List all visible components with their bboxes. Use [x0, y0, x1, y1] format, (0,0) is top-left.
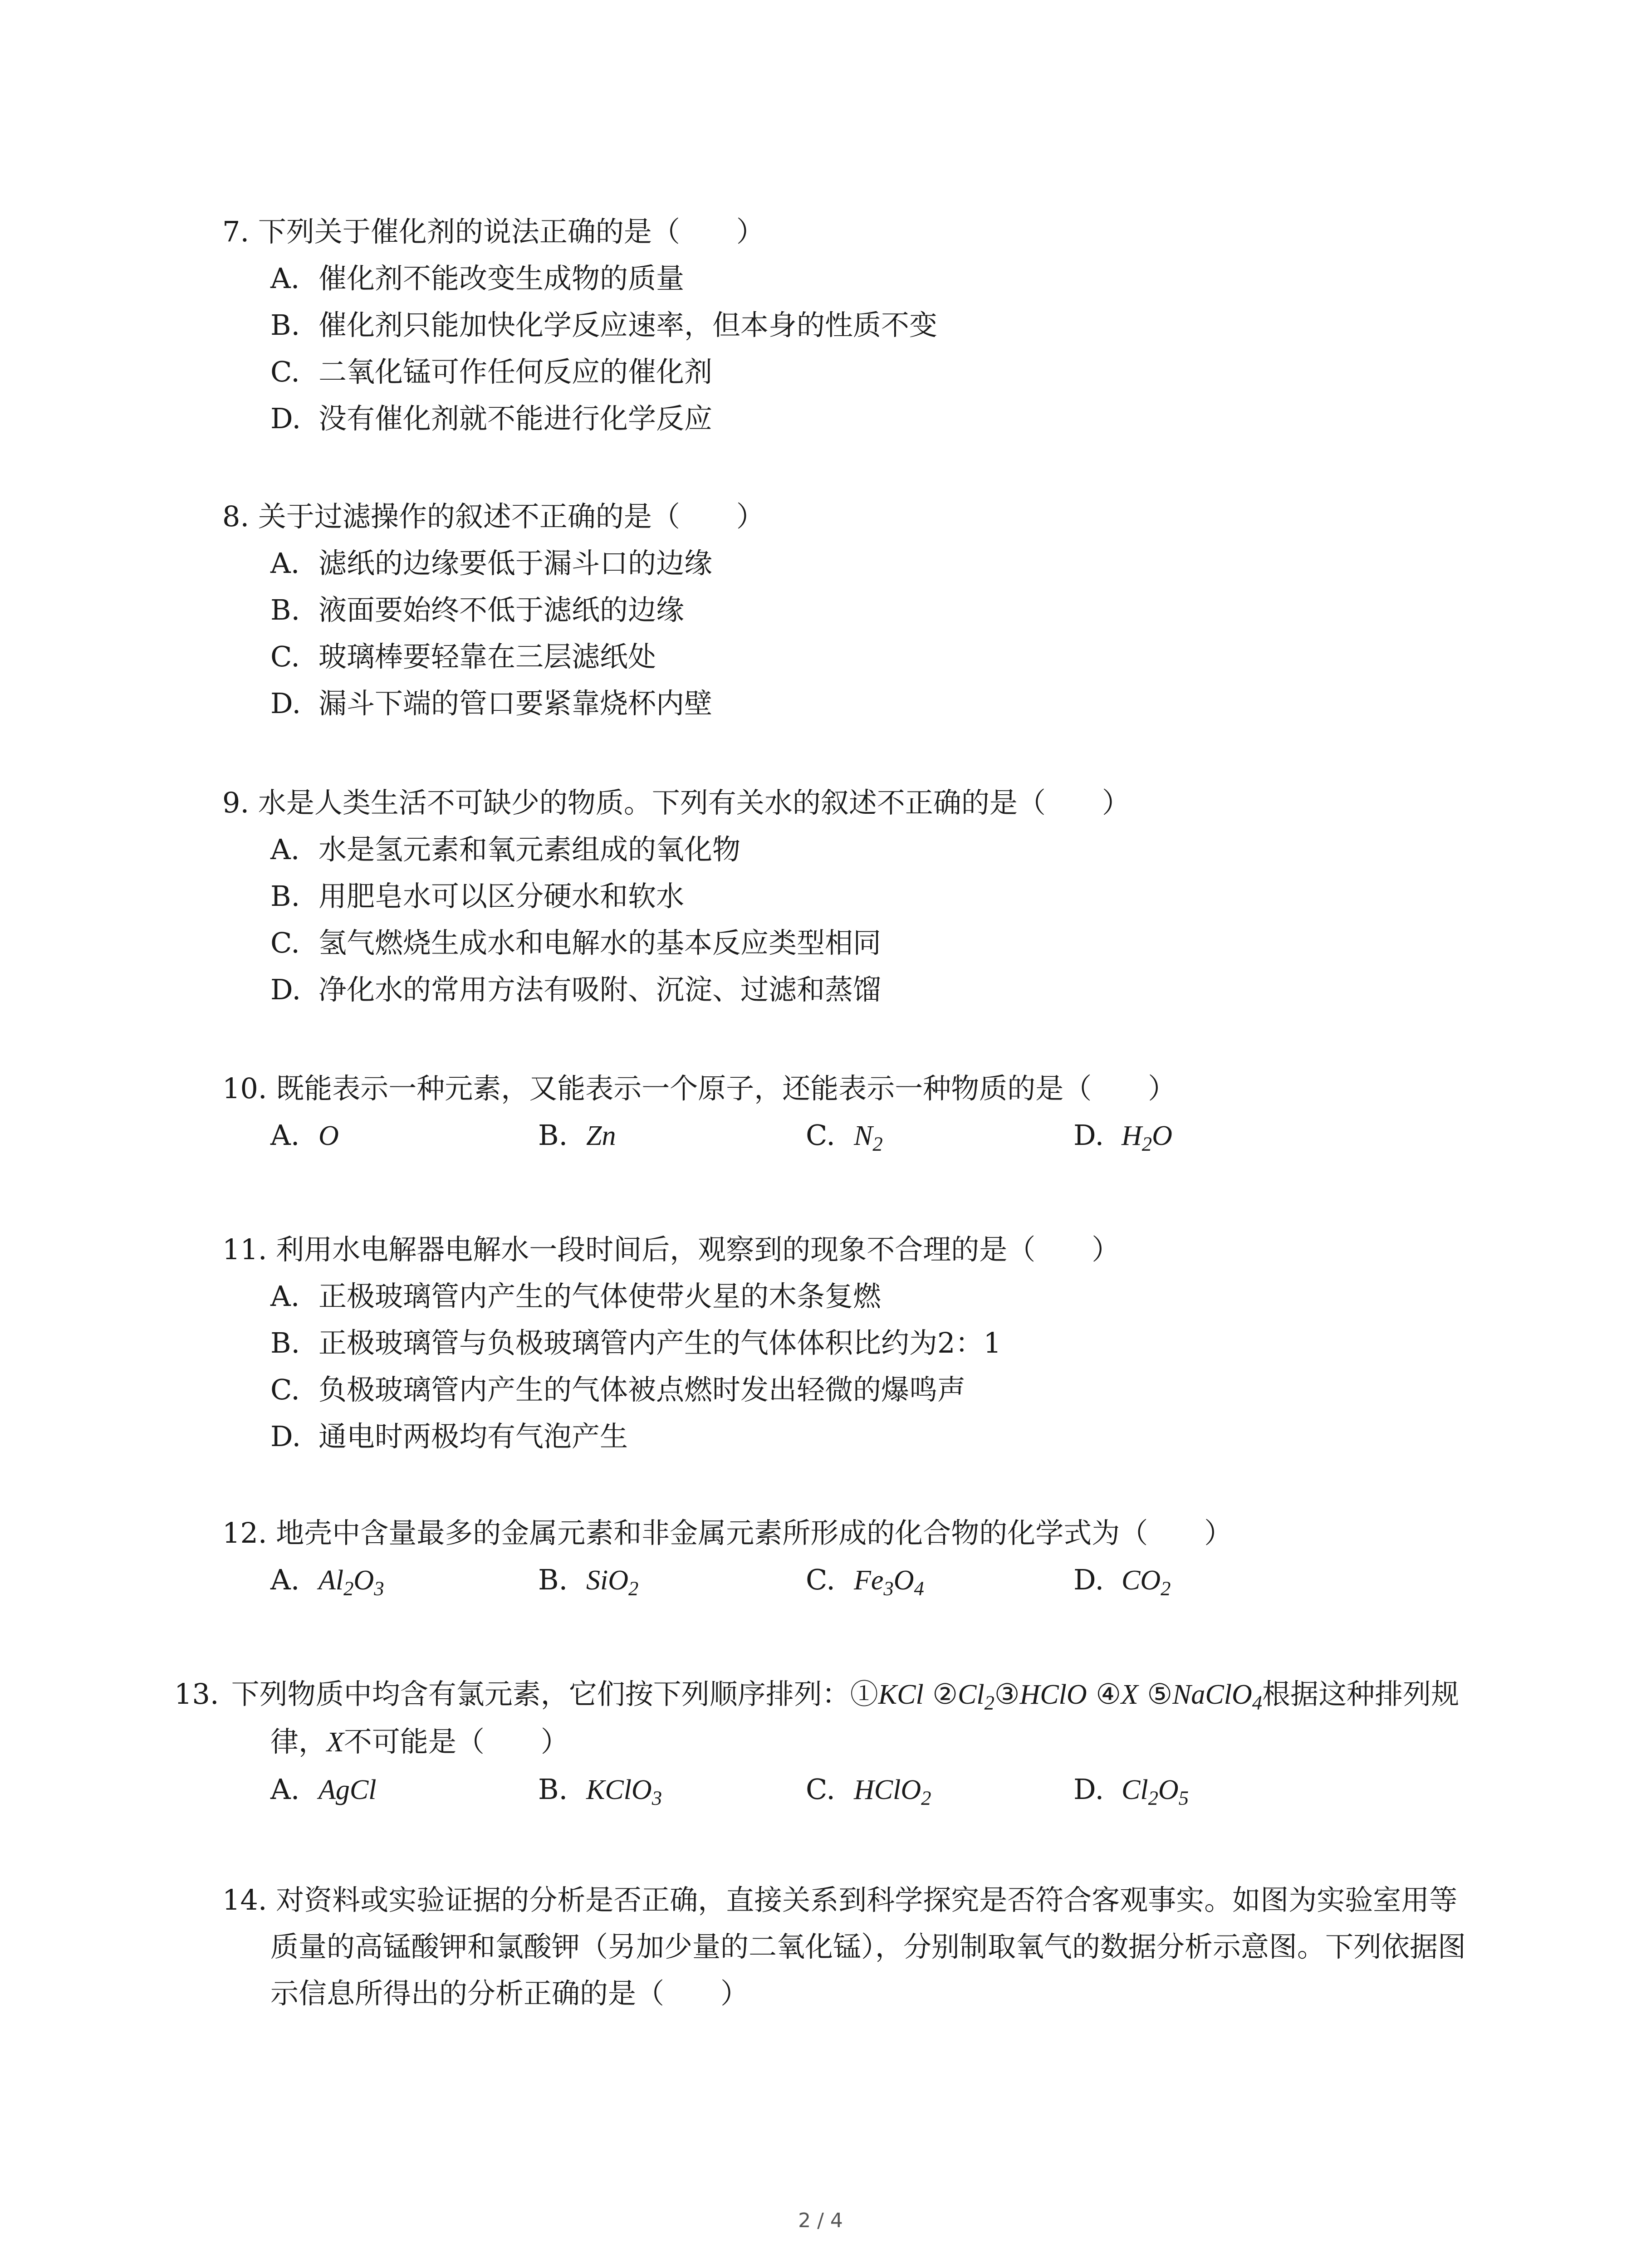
- question-stem: 7. 下列关于催化剂的说法正确的是（ ）: [222, 215, 764, 248]
- option-text: 用肥皂水可以区分硬水和软水: [318, 880, 685, 913]
- chemical-formula: $Fe_3O_4$: [854, 1565, 924, 1600]
- option-letter: A.: [270, 547, 300, 580]
- question-stem: 13. 下列物质中均含有氯元素，它们按下列顺序排列：①KCl $②Cl_2③HClO$ ④X ⑤NaClO$_4$根据这种排列规律，X不可能是（ ）: [174, 1677, 1460, 1758]
- question-stem: 10. 既能表示一种元素，又能表示一个原子，还能表示一种物质的是（ ）: [222, 1072, 1176, 1105]
- question-12: [222, 1510, 1470, 1604]
- question-14: [222, 1877, 1470, 2017]
- option-b: [538, 1112, 806, 1159]
- option-d: [270, 680, 1470, 727]
- option-c: [270, 919, 1470, 966]
- option-letter: A.: [270, 1773, 300, 1806]
- question-10: [222, 1065, 1470, 1159]
- option-d: [1073, 1556, 1341, 1604]
- option-text: 滤纸的边缘要低于漏斗口的边缘: [318, 547, 713, 580]
- option-letter: A.: [270, 1563, 300, 1596]
- question-stem: 12. 地壳中含量最多的金属元素和非金属元素所形成的化合物的化学式为（ ）: [222, 1516, 1233, 1549]
- chemical-formula: Zn: [586, 1120, 616, 1151]
- option-c: [270, 633, 1470, 680]
- option-d: [1073, 1112, 1341, 1159]
- chemical-formula: O: [318, 1120, 339, 1151]
- chemical-formula: HClO$_2$: [854, 1774, 931, 1809]
- chemical-formula: $N_2$: [854, 1120, 883, 1155]
- option-letter: D.: [1073, 1119, 1104, 1152]
- option-d: [270, 395, 1470, 442]
- option-list: [222, 255, 1470, 442]
- option-d: [270, 966, 1470, 1013]
- option-text: 玻璃棒要轻靠在三层滤纸处: [318, 640, 656, 673]
- option-a: [270, 540, 1470, 587]
- option-list: [222, 1766, 1470, 1813]
- option-list: [222, 1556, 1470, 1604]
- option-letter: C.: [270, 1373, 300, 1406]
- option-text: 负极玻璃管内产生的气体被点燃时发出轻微的爆鸣声: [318, 1373, 966, 1406]
- question-stem: 9. 水是人类生活不可缺少的物质。下列有关水的叙述不正确的是（ ）: [222, 786, 1130, 819]
- option-a: [270, 1766, 538, 1813]
- option-letter: B.: [270, 1326, 300, 1359]
- option-b: [270, 587, 1470, 633]
- option-letter: C.: [806, 1563, 835, 1596]
- option-text: 净化水的常用方法有吸附、沉淀、过滤和蒸馏: [318, 973, 882, 1006]
- option-c: [806, 1766, 1073, 1813]
- question-stem: 11. 利用水电解器电解水一段时间后，观察到的现象不合理的是（ ）: [222, 1233, 1120, 1266]
- option-b: [270, 302, 1470, 348]
- option-letter: A.: [270, 1280, 300, 1313]
- option-text: 漏斗下端的管口要紧靠烧杯内壁: [318, 687, 713, 720]
- option-a: [270, 1112, 538, 1159]
- option-b: [270, 1320, 1470, 1366]
- option-letter: B.: [538, 1119, 568, 1152]
- option-letter: B.: [270, 880, 300, 913]
- question-9: [222, 779, 1470, 1013]
- chemical-formula: $Al_2O_3$: [318, 1565, 384, 1600]
- chemical-formula: $Cl_2O_5$: [1122, 1774, 1189, 1809]
- option-letter: D.: [1073, 1773, 1104, 1806]
- option-text: 通电时两极均有气泡产生: [318, 1420, 628, 1453]
- option-row: [270, 1766, 1470, 1813]
- option-letter: C.: [806, 1773, 835, 1806]
- option-text: 没有催化剂就不能进行化学反应: [318, 402, 713, 435]
- question-7: [222, 208, 1470, 442]
- option-text: 正极玻璃管与负极玻璃管内产生的气体体积比约为2：1: [318, 1326, 1001, 1359]
- page-number: 2 / 4: [798, 2209, 843, 2232]
- option-letter: B.: [270, 308, 300, 342]
- option-text: 二氧化锰可作任何反应的催化剂: [318, 355, 713, 388]
- option-text: 氢气燃烧生成水和电解水的基本反应类型相同: [318, 926, 882, 959]
- option-letter: D.: [270, 973, 301, 1006]
- chemical-formula: KClO$_3$: [586, 1774, 662, 1809]
- question-8: [222, 493, 1470, 727]
- option-a: [270, 255, 1470, 302]
- question-stem: 14. 对资料或实验证据的分析是否正确，直接关系到科学探究是否符合客观事实。如图为实验室用等质量的高锰酸钾和氯酸钾（另加少量的二氧化锰），分别制取氧气的数据分析示意图。下列依据图示信息所得出的分析正确的是（ ）: [222, 1883, 1466, 2010]
- option-letter: C.: [270, 640, 300, 673]
- option-letter: B.: [538, 1563, 568, 1596]
- option-row: [270, 1556, 1470, 1604]
- option-a: [270, 826, 1470, 873]
- option-c: [270, 348, 1470, 395]
- option-a: [270, 1273, 1470, 1320]
- option-text: 正极玻璃管内产生的气体使带火星的木条复燃: [318, 1280, 882, 1313]
- option-row: [270, 1112, 1470, 1159]
- option-list: [222, 826, 1470, 1013]
- option-letter: C.: [270, 355, 300, 388]
- option-list: [222, 1273, 1470, 1460]
- option-c: [806, 1112, 1073, 1159]
- option-letter: D.: [270, 1420, 301, 1453]
- chemical-formula: $H_2O$: [1122, 1120, 1172, 1155]
- option-text: 催化剂不能改变生成物的质量: [318, 262, 685, 295]
- option-letter: D.: [1073, 1563, 1104, 1596]
- option-letter: B.: [538, 1773, 568, 1806]
- option-letter: D.: [270, 402, 301, 435]
- option-b: [538, 1766, 806, 1813]
- option-letter: A.: [270, 833, 300, 866]
- option-list: [222, 540, 1470, 727]
- option-b: [270, 873, 1470, 919]
- option-b: [538, 1556, 806, 1604]
- option-letter: C.: [270, 926, 300, 959]
- option-letter: C.: [806, 1119, 835, 1152]
- chemical-formula: $CO_2$: [1122, 1565, 1171, 1600]
- question-13: [174, 1671, 1470, 1813]
- option-d: [1073, 1766, 1341, 1813]
- option-letter: A.: [270, 262, 300, 295]
- chemical-formula: AgCl: [318, 1774, 377, 1805]
- option-letter: D.: [270, 687, 301, 720]
- question-11: [222, 1226, 1470, 1460]
- option-d: [270, 1413, 1470, 1460]
- option-letter: B.: [270, 593, 300, 626]
- option-text: 催化剂只能加快化学反应速率，但本身的性质不变: [318, 308, 938, 342]
- option-text: 液面要始终不低于滤纸的边缘: [318, 593, 685, 626]
- option-c: [806, 1556, 1073, 1604]
- option-a: [270, 1556, 538, 1604]
- option-list: [222, 1112, 1470, 1159]
- option-c: [270, 1366, 1470, 1413]
- question-stem: 8. 关于过滤操作的叙述不正确的是（ ）: [222, 500, 764, 533]
- chemical-formula: SiO$_2$: [586, 1565, 639, 1600]
- option-letter: A.: [270, 1119, 300, 1152]
- option-text: 水是氢元素和氧元素组成的氧化物: [318, 833, 741, 866]
